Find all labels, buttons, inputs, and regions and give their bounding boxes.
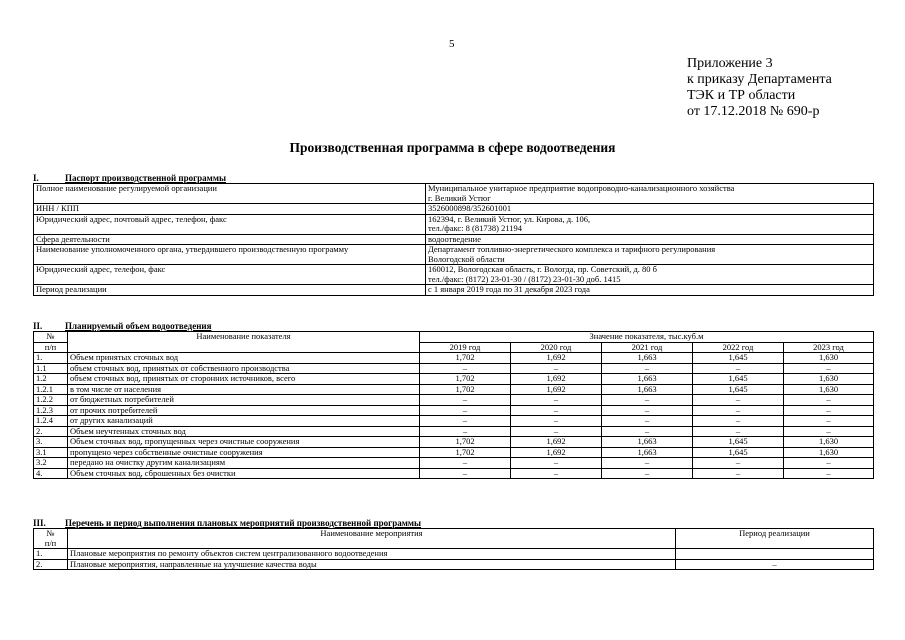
table-row (34, 214, 874, 234)
col-header-year: 2021 год (602, 342, 693, 353)
passport-value-line: Муниципальное унитарное предприятие водопроводно-канализационного хозяйства (428, 183, 735, 193)
indicator-value: – (602, 426, 693, 437)
indicator-value: – (420, 405, 511, 416)
col-header-year: 2022 год (693, 342, 784, 353)
passport-value (426, 184, 874, 204)
indicator-value: 1,645 (693, 384, 784, 395)
indicator-name: Объем принятых сточных вод (68, 353, 420, 364)
indicator-value: 1,630 (784, 353, 874, 364)
indicator-value: – (420, 468, 511, 479)
passport-value-line: с 1 января 2019 года по 31 декабря 2023 года (428, 284, 590, 294)
col-header-name: Наименование мероприятия (68, 529, 676, 549)
indicator-value: 1,663 (602, 374, 693, 385)
section-title: Планируемый объем водоотведения (65, 321, 212, 331)
col-header-name: Наименование показателя (68, 332, 420, 353)
indicator-value: – (511, 405, 602, 416)
indicator-name: от бюджетных потребителей (68, 395, 420, 406)
indicator-value: – (602, 416, 693, 427)
indicator-value: – (602, 363, 693, 374)
table-row (34, 184, 874, 204)
section-title: Паспорт производственной программы (65, 173, 226, 183)
indicator-value: 1,663 (602, 447, 693, 458)
passport-value-line: г. Великий Устюг (428, 192, 491, 203)
indicator-name: объем сточных вод, принятых от сторонних источников, всего (68, 374, 420, 385)
indicator-name: Объем сточных вод, пропущенных через очистные сооружения (68, 437, 420, 448)
indicator-value: 1,692 (511, 437, 602, 448)
row-number: 3.2 (34, 458, 68, 469)
indicator-value: – (784, 405, 874, 416)
indicator-value: 1,692 (511, 384, 602, 395)
table-row (34, 437, 874, 448)
passport-value (426, 234, 874, 245)
indicator-value: – (784, 426, 874, 437)
section-3-heading (33, 518, 421, 528)
indicator-value: – (693, 416, 784, 427)
table-row (34, 285, 874, 296)
passport-value (426, 285, 874, 296)
appendix-line: от 17.12.2018 № 690-р (687, 104, 820, 119)
col-header-num-line: п/п (44, 537, 57, 548)
indicator-value: – (511, 416, 602, 427)
indicator-value: 1,702 (420, 447, 511, 458)
passport-label: Юридический адрес, телефон, факс (34, 265, 426, 285)
indicator-value: 1,663 (602, 353, 693, 364)
table-row (34, 405, 874, 416)
appendix-line: к приказу Департамента (687, 72, 832, 87)
passport-label: Сфера деятельности (34, 234, 426, 245)
row-number: 1. (34, 353, 68, 364)
indicator-value: – (511, 395, 602, 406)
passport-label: ИНН / КПП (34, 204, 426, 215)
row-number: 1.2.2 (34, 395, 68, 406)
table-row (34, 353, 874, 364)
passport-label: Период реализации (34, 285, 426, 296)
indicator-value: 1,663 (602, 384, 693, 395)
indicator-name: от прочих потребителей (68, 405, 420, 416)
indicator-value: 1,692 (511, 353, 602, 364)
indicator-value: 1,630 (784, 447, 874, 458)
passport-label: Юридический адрес, почтовый адрес, телефон, факс (34, 214, 426, 234)
table-row (34, 395, 874, 406)
indicator-value: – (511, 458, 602, 469)
measure-period: – (676, 559, 874, 570)
table-row (34, 559, 874, 570)
section-1-heading (33, 173, 226, 183)
indicator-value: – (693, 468, 784, 479)
row-number: 1. (34, 549, 68, 560)
measure-name: Плановые мероприятия, направленные на улучшение качества воды (68, 559, 676, 570)
row-number: 3.1 (34, 447, 68, 458)
col-header-year: 2020 год (511, 342, 602, 353)
indicator-value: 1,630 (784, 384, 874, 395)
section-title: Перечень и период выполнения плановых мероприятий производственной программы (65, 518, 422, 528)
indicator-value: – (784, 458, 874, 469)
section-number: I. (33, 173, 39, 183)
indicator-value: – (420, 458, 511, 469)
indicator-name: от других канализаций (68, 416, 420, 427)
row-number: 1.2.1 (34, 384, 68, 395)
document-title: Производственная программа в сфере водоотведения (289, 140, 616, 155)
page-number: 5 (449, 38, 455, 50)
row-number: 4. (34, 468, 68, 479)
table-row (34, 384, 874, 395)
row-number: 1.2.4 (34, 416, 68, 427)
indicator-value: – (784, 395, 874, 406)
indicator-value: – (784, 416, 874, 427)
indicator-value: – (420, 363, 511, 374)
indicator-value: 1,702 (420, 437, 511, 448)
col-header-num: № (34, 332, 68, 343)
indicator-value: – (693, 363, 784, 374)
indicator-value: – (420, 416, 511, 427)
row-number: 1.2 (34, 374, 68, 385)
indicator-value: – (511, 426, 602, 437)
table-row (34, 204, 874, 215)
appendix-line: ТЭК и ТР области (687, 88, 796, 103)
indicator-value: – (511, 468, 602, 479)
passport-value-line: Вологодской области (428, 253, 505, 264)
table-row (34, 234, 874, 245)
indicator-value: – (693, 395, 784, 406)
indicator-value: – (420, 426, 511, 437)
col-header-period: Период реализации (676, 529, 874, 549)
indicator-value: 1,692 (511, 447, 602, 458)
col-header-value: Значение показателя, тыс.куб.м (420, 332, 874, 343)
table-row (34, 447, 874, 458)
indicator-value: – (784, 363, 874, 374)
indicator-value: 1,692 (511, 374, 602, 385)
passport-value-line: тел./факс: (8172) 23-01-30 / (8172) 23-01-30 доб. 1415 (428, 273, 621, 284)
passport-table (33, 183, 874, 296)
row-number: 2. (34, 426, 68, 437)
col-header-year: 2019 год (420, 342, 511, 353)
indicator-value: – (602, 458, 693, 469)
measure-name: Плановые мероприятия по ремонту объектов систем централизованного водоотведения (68, 549, 676, 560)
row-number: 3. (34, 437, 68, 448)
table-row (34, 468, 874, 479)
passport-value (426, 214, 874, 234)
col-header-year: 2023 год (784, 342, 874, 353)
indicator-name: передано на очистку другим канализациям (68, 458, 420, 469)
indicator-value: 1,645 (693, 353, 784, 364)
passport-value-line: 160012, Вологодская область, г. Вологда, пр. Советский, д. 80 б (428, 264, 658, 274)
passport-value (426, 265, 874, 285)
indicator-value: 1,630 (784, 374, 874, 385)
row-number: 1.2.3 (34, 405, 68, 416)
col-header-num-line: № (46, 528, 55, 538)
indicator-value: – (693, 405, 784, 416)
indicator-value: 1,702 (420, 353, 511, 364)
indicator-value: – (693, 426, 784, 437)
indicator-value: 1,630 (784, 437, 874, 448)
indicator-name: пропущено через собственные очистные сооружения (68, 447, 420, 458)
indicator-name: Объем сточных вод, сброшенных без очистки (68, 468, 420, 479)
table-row (34, 426, 874, 437)
indicator-value: 1,645 (693, 447, 784, 458)
volume-table (33, 331, 874, 479)
indicator-value: – (420, 395, 511, 406)
section-number: II. (33, 321, 43, 331)
appendix-line: Приложение 3 (687, 56, 773, 71)
passport-value-line: тел./факс: 8 (81738) 21194 (428, 223, 523, 233)
col-header-num (34, 529, 68, 549)
table-row (34, 265, 874, 285)
indicator-value: – (602, 468, 693, 479)
table-row (34, 245, 874, 265)
table-row (34, 363, 874, 374)
passport-label: Полное наименование регулируемой организации (34, 184, 426, 204)
measure-period (676, 549, 874, 560)
indicator-value: 1,645 (693, 374, 784, 385)
table-row (34, 416, 874, 427)
indicator-value: – (693, 458, 784, 469)
indicator-name: в том числе от населения (68, 384, 420, 395)
section-2-heading (33, 321, 211, 331)
indicator-value: 1,702 (420, 374, 511, 385)
measures-table (33, 528, 874, 570)
indicator-value: 1,645 (693, 437, 784, 448)
appendix-note (687, 56, 832, 120)
passport-value-line: 3526000898/352601001 (428, 203, 512, 213)
indicator-name: Объем неучтенных сточных вод (68, 426, 420, 437)
indicator-value: 1,702 (420, 384, 511, 395)
table-row (34, 374, 874, 385)
passport-value (426, 245, 874, 265)
indicator-value: – (602, 395, 693, 406)
passport-value-line: водоотведение (428, 234, 481, 244)
section-number: III. (33, 518, 46, 528)
row-number: 2. (34, 559, 68, 570)
indicator-value: – (784, 468, 874, 479)
passport-value (426, 204, 874, 215)
passport-value-line: Департамент топливно-энергетического комплекса и тарифного регулирования (428, 244, 716, 254)
table-row (34, 549, 874, 560)
passport-value-line: 162394, г. Великий Устюг, ул. Кирова, д. 106, (428, 214, 591, 224)
passport-label: Наименование уполномоченного органа, утвердившего производственную программу (34, 245, 426, 265)
table-row (34, 458, 874, 469)
col-header-num-2: п/п (34, 342, 68, 353)
indicator-name: объем сточных вод, принятых от собственного производства (68, 363, 420, 374)
indicator-value: – (511, 363, 602, 374)
indicator-value: 1,663 (602, 437, 693, 448)
indicator-value: – (602, 405, 693, 416)
row-number: 1.1 (34, 363, 68, 374)
